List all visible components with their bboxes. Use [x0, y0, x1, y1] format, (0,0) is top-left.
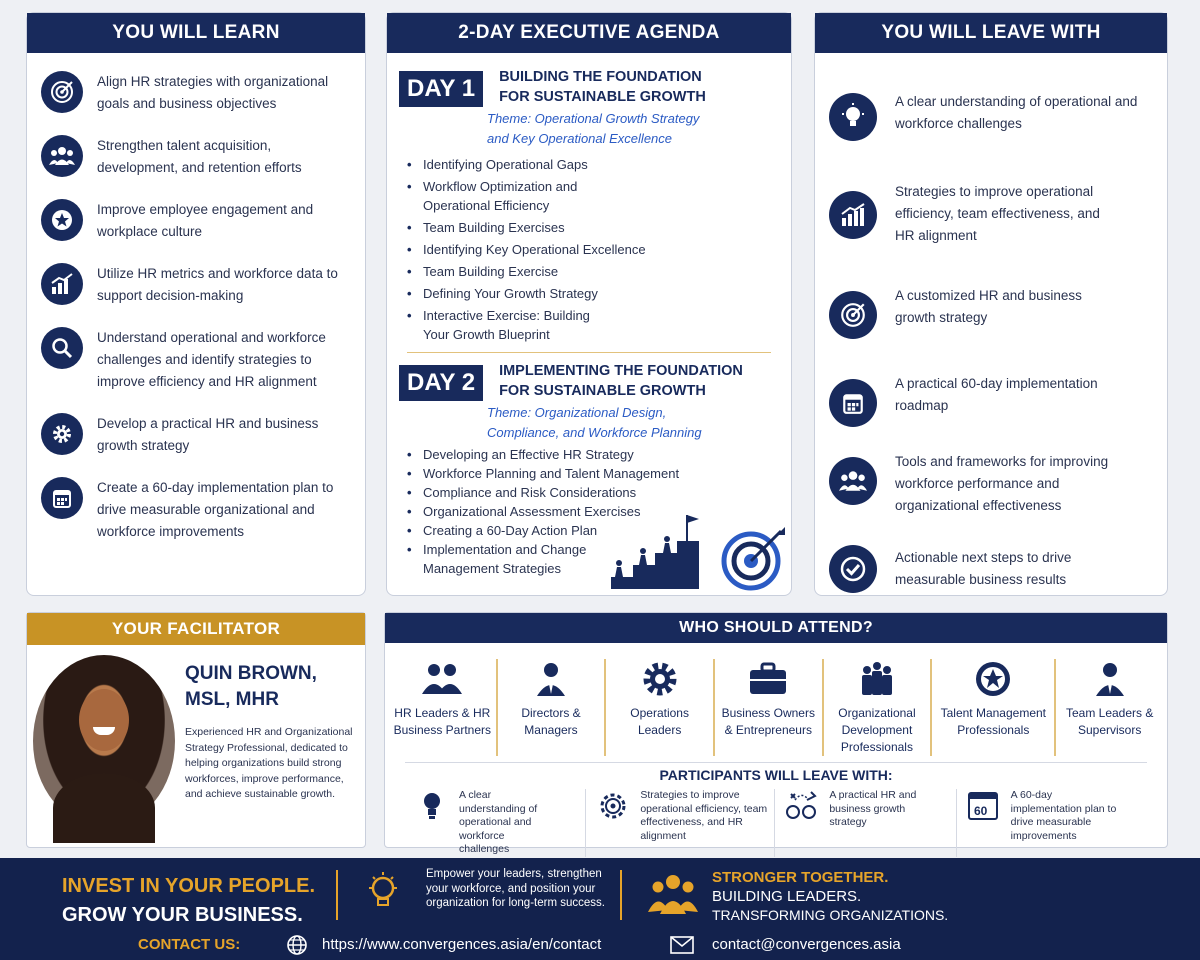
attend-panel: [384, 612, 1168, 855]
agenda-item: • Interactive Exercise: Building Your Growth Blueprint: [407, 306, 607, 344]
agenda-item: • Team Building Exercises: [407, 218, 791, 237]
attend-role-label: HR Leaders & HR Business Partners: [393, 706, 492, 737]
briefcase-icon: [717, 659, 820, 699]
attend-role-label: Team Leaders & Supervisors: [1065, 706, 1154, 737]
leave-item: [815, 376, 1167, 427]
learn-heading: YOU WILL LEARN: [27, 13, 365, 53]
footer-invest: [62, 872, 315, 930]
footer-stronger-line3: TRANSFORMING ORGANIZATIONS.: [712, 907, 949, 923]
attend-role: [498, 659, 607, 756]
participant-outcome-text: A practical HR and business growth strategy: [829, 789, 917, 828]
attend-role: [606, 659, 715, 756]
contact-email-link[interactable]: contact@convergences.asia: [712, 936, 901, 953]
learn-item-text: Improve employee engagement and workplace culture: [97, 202, 314, 239]
org-group-icon: [826, 659, 929, 699]
participant-outcome: [596, 789, 775, 857]
attend-role: [932, 659, 1056, 756]
target-illustration: [721, 525, 787, 591]
participant-outcome-text: A 60-day implementation plan to drive measurable improvements: [1010, 789, 1117, 842]
agenda-item: • Team Building Exercise: [407, 262, 791, 281]
attend-role: [389, 659, 498, 756]
leave-item: [815, 93, 1167, 141]
badge-icon: [934, 659, 1052, 699]
day1-agenda-list: [387, 155, 791, 344]
footer-stronger-line1: STRONGER TOGETHER.: [712, 869, 889, 886]
learn-item: [41, 327, 355, 393]
footer-invest-line2: GROW YOUR BUSINESS.: [62, 904, 303, 926]
attend-role-label: Operations Leaders: [630, 706, 689, 737]
agenda-panel: [386, 12, 792, 596]
learn-item-text: Develop a practical HR and business growth strategy: [97, 416, 319, 453]
person-tie-icon: [1058, 659, 1161, 699]
agenda-item: • Creating a 60-Day Action Plan: [407, 521, 791, 540]
participants-list: [385, 783, 1167, 857]
learn-panel: [26, 12, 366, 596]
leave-item-text: A clear understanding of operational and workforce challenges: [895, 94, 1138, 131]
team-icon: [648, 874, 698, 914]
day1-title-line1: BUILDING THE FOUNDATION: [499, 69, 702, 85]
attend-role: [824, 659, 933, 756]
facilitator-photo: [33, 655, 175, 827]
learn-item: [41, 413, 355, 457]
participants-heading: PARTICIPANTS WILL LEAVE WITH:: [659, 767, 893, 783]
participant-outcome: [967, 789, 1137, 857]
team-icon: [41, 135, 83, 177]
envelope-icon: [670, 936, 694, 954]
day2-title-line2: FOR SUSTAINABLE GROWTH: [499, 383, 706, 399]
leave-item-text: Strategies to improve operational efficiency, team effectiveness, and HR alignment: [895, 184, 1100, 243]
day1-badge: DAY 1: [399, 71, 483, 107]
bar-chart-icon: [41, 263, 83, 305]
agenda-item: • Identifying Key Operational Excellence: [407, 240, 791, 259]
growth-chart-icon: [829, 191, 877, 239]
leave-item: [815, 545, 1167, 593]
participant-outcome-text: A clear understanding of operational and workforce challenges: [459, 789, 538, 855]
calendar-60-icon: [967, 789, 1001, 823]
day2-theme-line2: Compliance, and Workforce Planning: [487, 425, 702, 440]
facilitator-heading: YOUR FACILITATOR: [27, 613, 365, 645]
day2-badge: DAY 2: [399, 365, 483, 401]
people-pair-icon: [391, 659, 494, 699]
day2-theme-line1: Theme: Organizational Design,: [487, 405, 667, 420]
learn-item: [41, 477, 355, 543]
day1-theme-line2: and Key Operational Excellence: [487, 131, 673, 146]
climbing-stairs-illustration: [605, 511, 701, 591]
target-icon: [41, 71, 83, 113]
agenda-item: • Identifying Operational Gaps: [407, 155, 791, 174]
leave-item: [815, 184, 1167, 247]
agenda-item: • Implementation and Change Management Strategies: [407, 540, 597, 578]
participant-outcome: [415, 789, 586, 857]
attend-role-label: Directors & Managers: [521, 706, 581, 737]
strategy-icon: [785, 789, 819, 823]
day1-header: [387, 53, 791, 107]
facilitator-bio: Experienced HR and Organizational Strategy Professional, dedicated to helping organizations build strong workforces, improve performance, and achieve sustainable growth.: [185, 726, 353, 800]
facilitator-photo-top: [53, 773, 155, 843]
calendar-icon: [41, 477, 83, 519]
learn-item: [41, 199, 355, 243]
leave-heading: YOU WILL LEAVE WITH: [815, 13, 1167, 53]
leave-panel: [814, 12, 1168, 596]
agenda-heading: 2-DAY EXECUTIVE AGENDA: [387, 13, 791, 53]
learn-item-text: Utilize HR metrics and workforce data to support decision-making: [97, 266, 338, 303]
attend-heading: WHO SHOULD ATTEND?: [385, 613, 1167, 643]
globe-icon: [286, 934, 308, 956]
facilitator-photo-face: [79, 689, 129, 751]
agenda-item: • Defining Your Growth Strategy: [407, 284, 791, 303]
lightbulb-icon: [829, 93, 877, 141]
team-icon: [829, 457, 877, 505]
agenda-item: • Workforce Planning and Talent Management: [407, 464, 791, 483]
attend-role: [1056, 659, 1163, 756]
facilitator-name-line2: MSL, MHR: [185, 689, 279, 710]
leave-item-text: Actionable next steps to drive measurable business results: [895, 550, 1072, 587]
attend-role: [715, 659, 824, 756]
calendar-60-number: 60: [973, 804, 988, 818]
learn-item: [41, 135, 355, 179]
lightbulb-icon: [366, 870, 400, 916]
participant-outcome-text: Strategies to improve operational efficiency, team effectiveness, and HR alignment: [640, 789, 768, 842]
facilitator-panel: [26, 612, 366, 848]
check-icon: [829, 545, 877, 593]
calendar-icon: [829, 379, 877, 427]
target-icon: [829, 291, 877, 339]
gear-icon: [608, 659, 711, 699]
day2-title-line1: IMPLEMENTING THE FOUNDATION: [499, 363, 743, 379]
footer-empower-text: Empower your leaders, strengthen your workforce, and position your organization for long-term success.: [426, 868, 605, 909]
gear-icon: [41, 413, 83, 455]
footer: [0, 858, 1200, 960]
footer-stronger-line2: BUILDING LEADERS.: [712, 888, 862, 905]
attend-role-label: Talent Management Professionals: [940, 706, 1047, 737]
agenda-item: • Organizational Assessment Exercises: [407, 502, 791, 521]
footer-stronger: [712, 868, 948, 925]
attend-roles: [385, 643, 1167, 756]
agenda-item: • Developing an Effective HR Strategy: [407, 445, 791, 464]
day2-header: [387, 353, 791, 401]
footer-divider: [620, 870, 622, 920]
leave-item: [815, 454, 1167, 517]
learn-item-text: Strengthen talent acquisition, development, and retention efforts: [97, 138, 302, 175]
day1-theme-line1: Theme: Operational Growth Strategy: [487, 111, 700, 126]
attend-role-label: Business Owners & Entrepreneurs: [721, 706, 815, 737]
leave-item-text: A practical 60-day implementation roadmap: [895, 376, 1098, 413]
agenda-item: • Compliance and Risk Considerations: [407, 483, 791, 502]
participants-divider: [405, 762, 1147, 763]
day1-title-line2: FOR SUSTAINABLE GROWTH: [499, 89, 706, 105]
person-tie-icon: [500, 659, 603, 699]
gear-icon: [596, 789, 630, 823]
learn-item-text: Align HR strategies with organizational goals and business objectives: [97, 74, 329, 111]
leave-item-text: A customized HR and business growth strategy: [895, 288, 1082, 325]
star-badge-icon: [41, 199, 83, 241]
leave-item: [815, 288, 1167, 339]
attend-role-label: Organizational Development Professionals: [838, 706, 916, 754]
footer-invest-line1: INVEST IN YOUR PEOPLE.: [62, 875, 316, 897]
facilitator-name-line1: QUIN BROWN,: [185, 663, 317, 684]
footer-divider: [336, 870, 338, 920]
learn-item-text: Understand operational and workforce challenges and identify strategies to improve efficiency and HR alignment: [97, 330, 326, 389]
magnifier-icon: [41, 327, 83, 369]
learn-item: [41, 71, 355, 115]
learn-list: [27, 53, 365, 543]
agenda-item: • Workflow Optimization and Operational Efficiency: [407, 177, 627, 215]
lightbulb-icon: [415, 789, 449, 823]
participant-outcome: [785, 789, 956, 857]
contact-label: CONTACT US:: [138, 936, 241, 953]
leave-item-text: Tools and frameworks for improving workforce performance and organizational effectiveness: [895, 454, 1109, 513]
contact-url-link[interactable]: https://www.convergences.asia/en/contact: [322, 936, 602, 953]
learn-item: [41, 263, 355, 307]
learn-item-text: Create a 60-day implementation plan to drive measurable organizational and workforce improvements: [97, 480, 334, 539]
